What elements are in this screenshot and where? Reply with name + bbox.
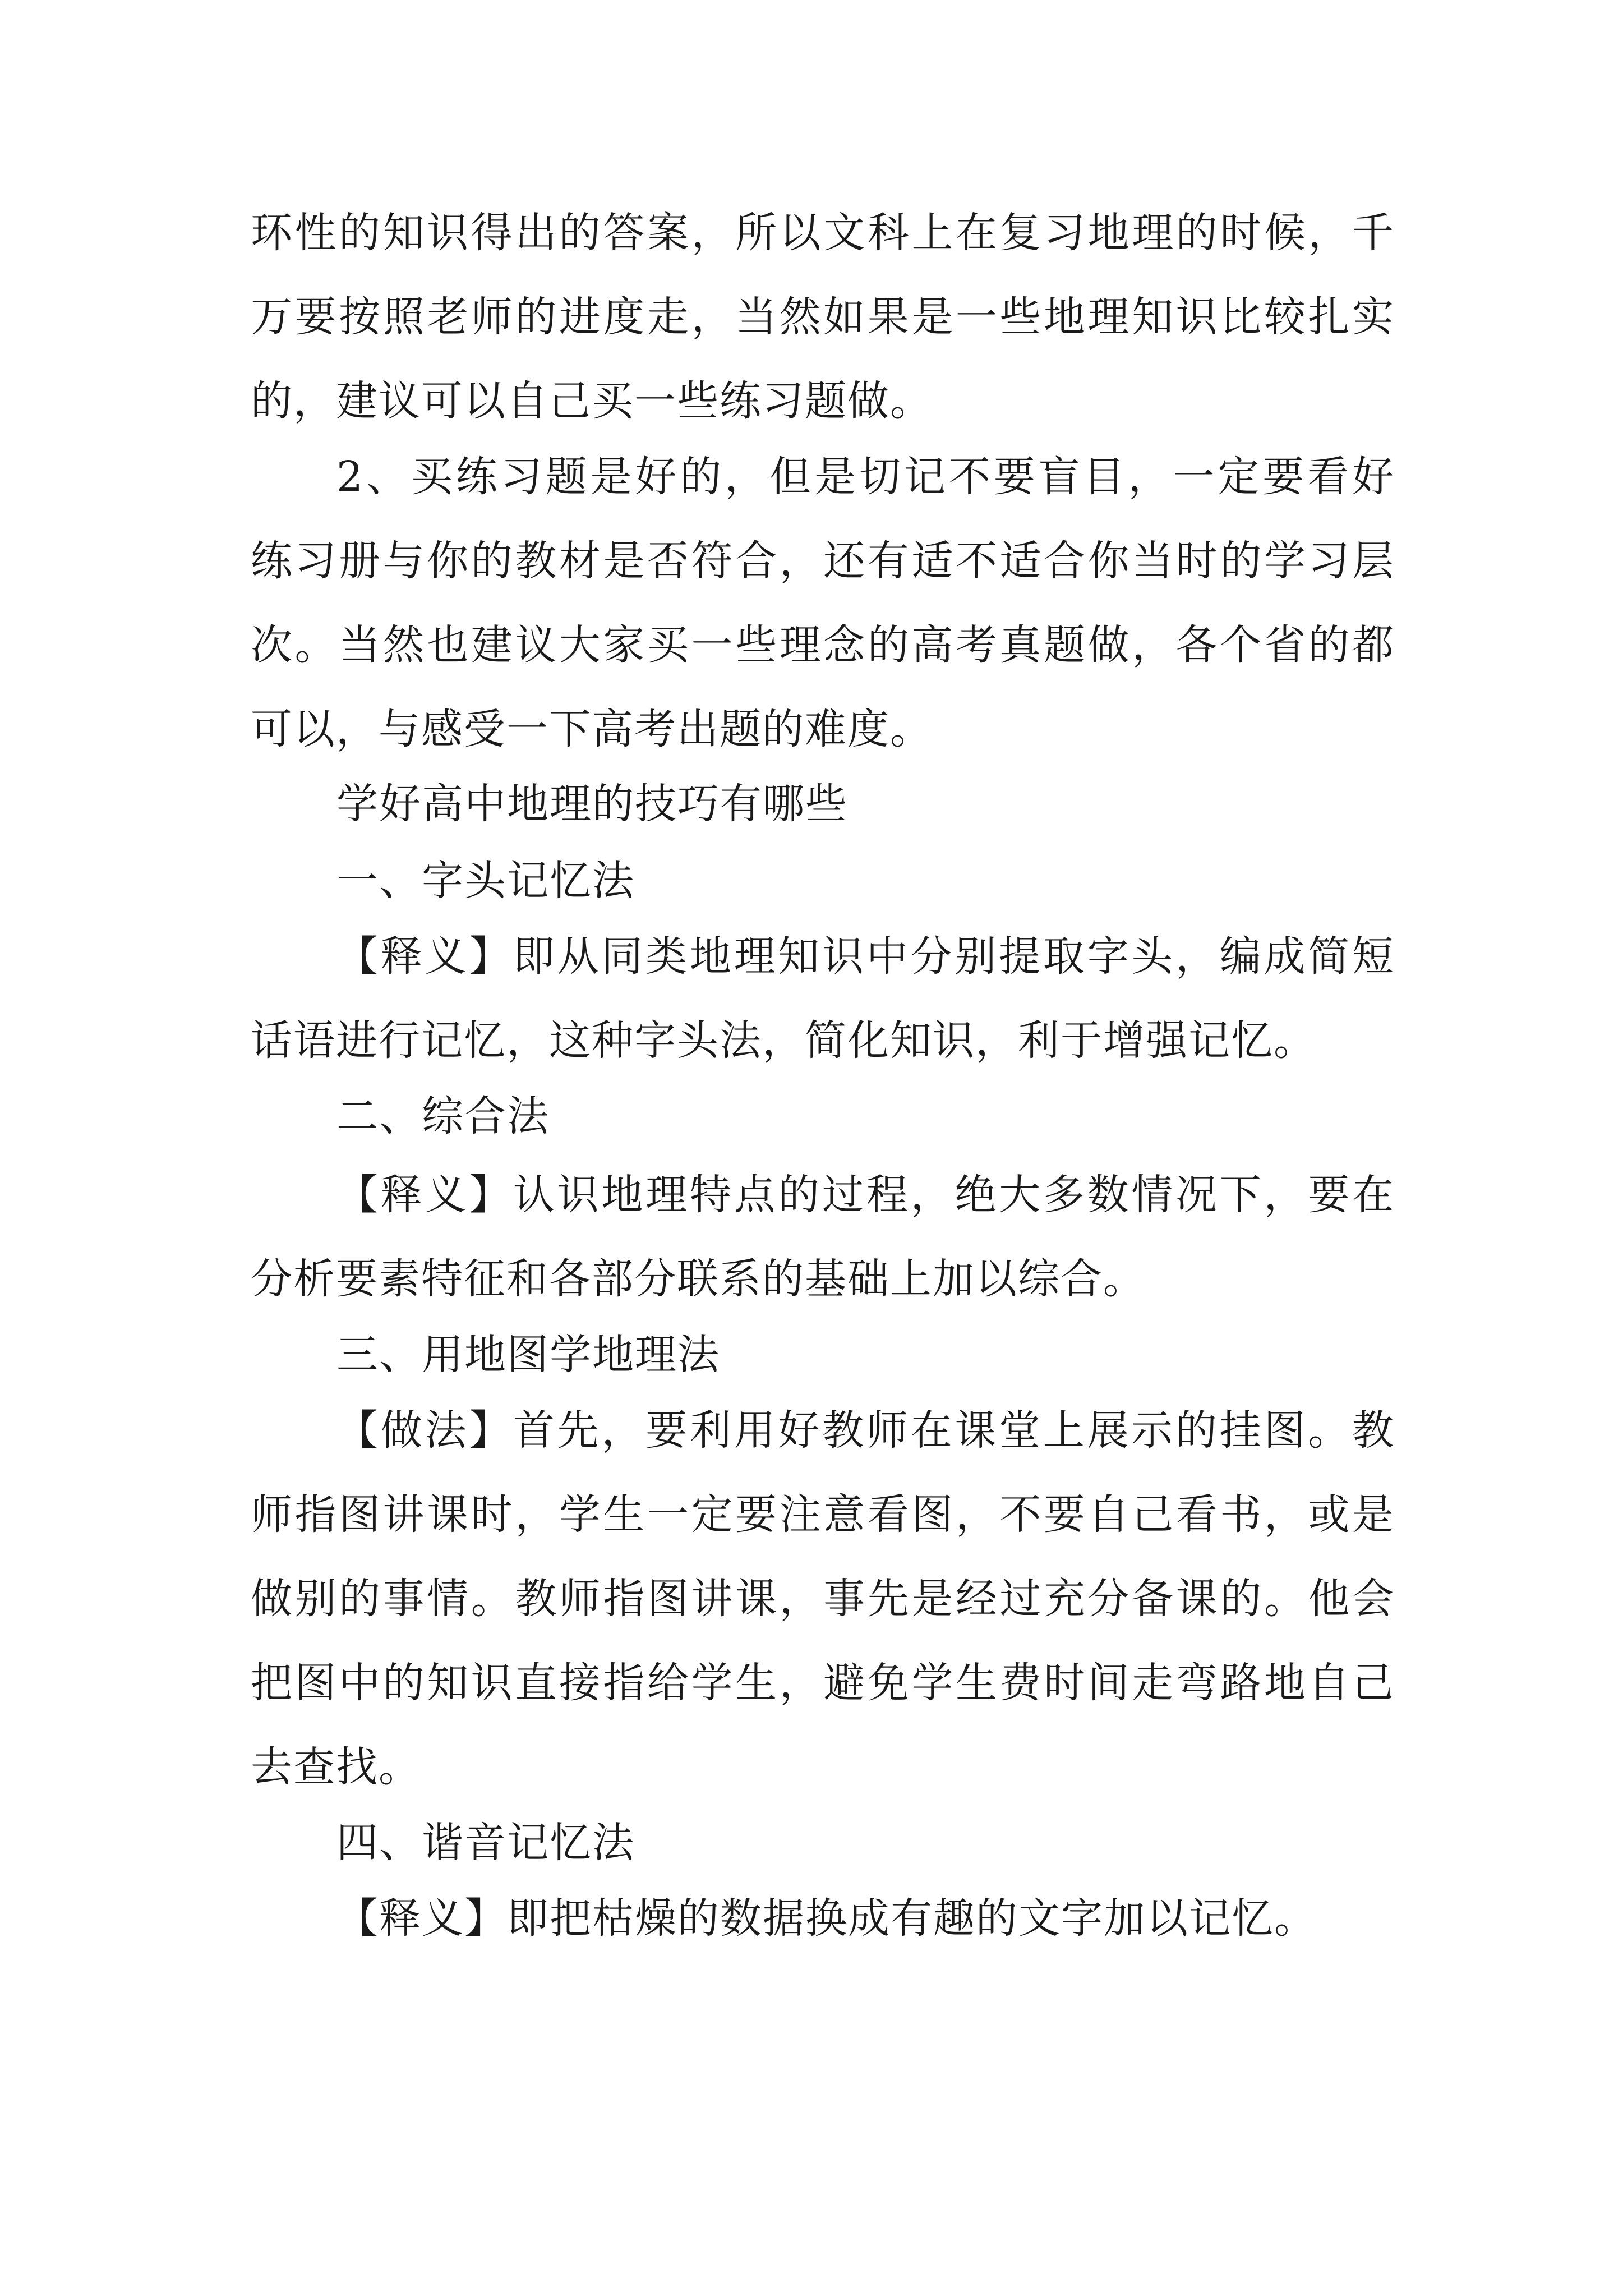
section-heading: 三、用地图学地理法	[336, 1331, 720, 1379]
section-heading: 四、谐音记忆法	[336, 1819, 635, 1867]
paragraph-line: 2、买练习题是好的，但是切记不要盲目，一定要看好	[336, 453, 1395, 501]
paragraph-line: 话语进行记忆，这种字头法，简化知识，利于增强记忆。	[251, 1016, 1316, 1065]
paragraph-line: 【释义】认识地理特点的过程，绝大多数情况下，要在	[336, 1171, 1395, 1219]
paragraph-line: 环性的知识得出的答案，所以文科上在复习地理的时候，千	[251, 209, 1395, 257]
paragraph-line: 做别的事情。教师指图讲课，事先是经过充分备课的。他会	[251, 1575, 1395, 1623]
section-heading: 一、字头记忆法	[336, 857, 635, 905]
paragraph-line: 把图中的知识直接指给学生，避免学生费时间走弯路地自己	[251, 1659, 1395, 1707]
paragraph-line: 分析要素特征和各部分联系的基础上加以综合。	[251, 1255, 1146, 1303]
paragraph-line: 的，建议可以自己买一些练习题做。	[251, 377, 933, 425]
paragraph-line: 师指图讲课时，学生一定要注意看图，不要自己看书，或是	[251, 1490, 1395, 1539]
paragraph-line: 次。当然也建议大家买一些理念的高考真题做，各个省的都	[251, 621, 1395, 669]
paragraph-line: 【释义】即把枯燥的数据换成有趣的文字加以记忆。	[336, 1894, 1317, 1943]
paragraph-line: 万要按照老师的进度走，当然如果是一些地理知识比较扎实	[251, 293, 1395, 341]
paragraph-line: 练习册与你的教材是否符合，还有适不适合你当时的学习层	[251, 537, 1395, 585]
paragraph-line: 可以，与感受一下高考出题的难度。	[251, 705, 933, 753]
paragraph-line: 【做法】首先，要利用好教师在课堂上展示的挂图。教	[336, 1406, 1395, 1455]
section-heading: 二、综合法	[336, 1092, 550, 1140]
paragraph-line: 去查找。	[251, 1743, 421, 1791]
paragraph-line: 【释义】即从同类地理知识中分别提取字头，编成简短	[336, 932, 1395, 981]
section-heading: 学好高中地理的技巧有哪些	[336, 780, 848, 828]
